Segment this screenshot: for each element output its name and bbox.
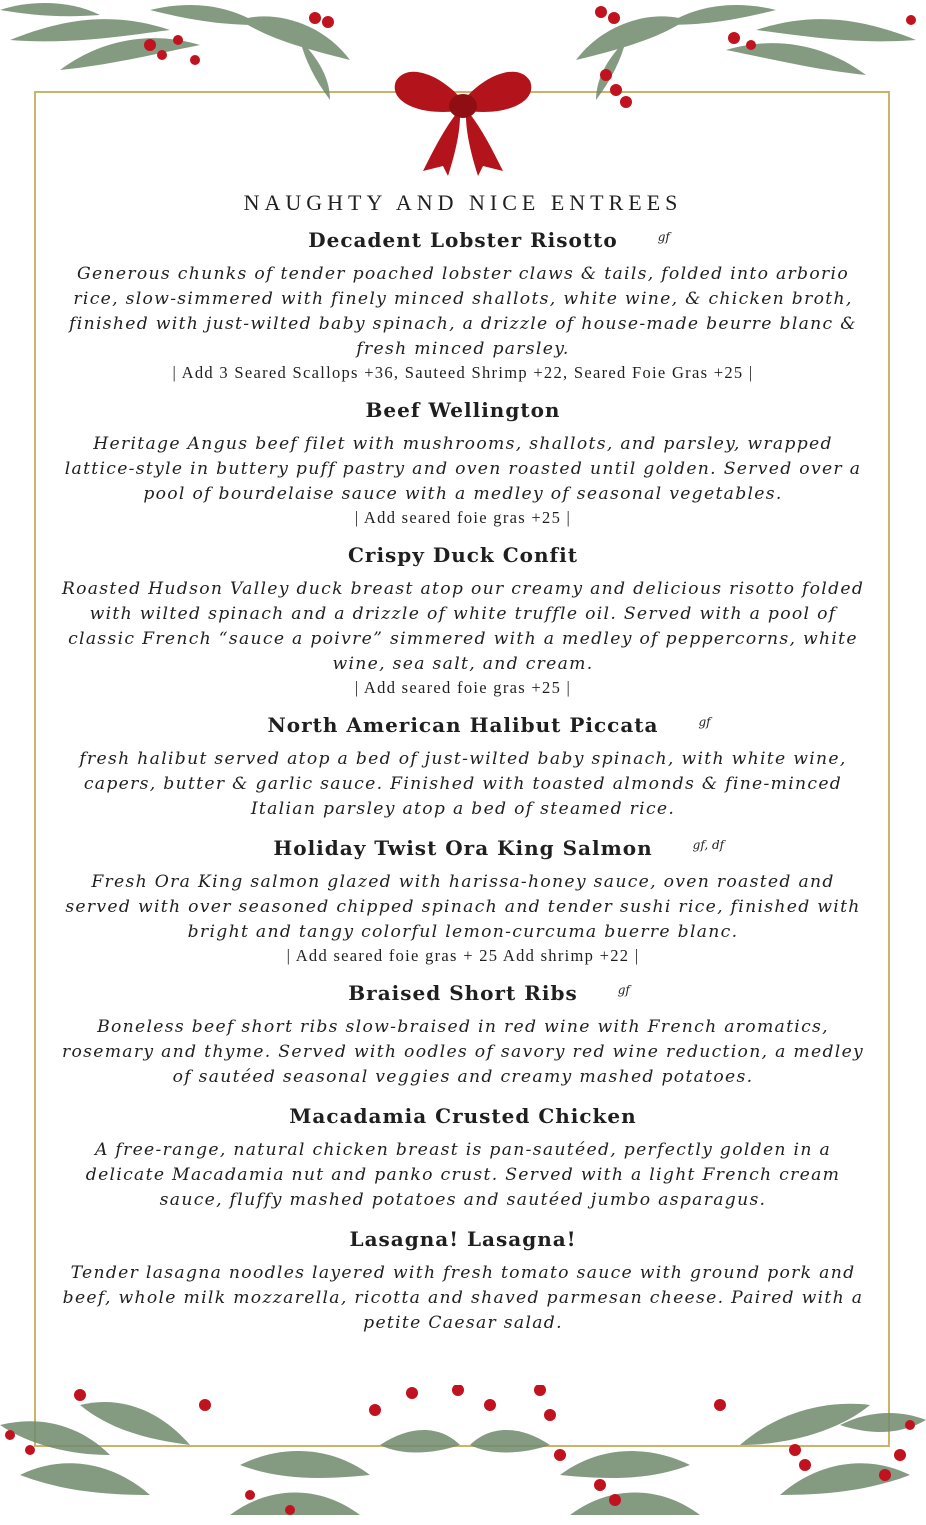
item-addon: | Add 3 Seared Scallops +36, Sauteed Shrimp +22, Seared Foie Gras +25 | [172,363,754,382]
holly-branch-top-right-decoration [546,0,926,120]
menu-item-macadamia-chicken [60,1104,866,1213]
menu-item-halibut-piccata [60,713,866,822]
menu-item-beef-wellington [60,398,866,529]
item-description: Tender lasagna noodles layered with fresh tomato sauce with ground pork and beef, whole milk mozzarella, ricotta and shaved parmesan cheese. Paired with a petite Caesar salad. [62,1263,864,1333]
item-title: Crispy Duck Confit [347,543,578,567]
holly-branch-top-left-decoration [0,0,360,110]
menu-content [60,190,866,1350]
item-addon: | Add seared foie gras +25 | [354,678,572,697]
item-title: Braised Short Ribs [348,981,578,1005]
item-description: Fresh Ora King salmon glazed with harissa-honey sauce, oven roasted and served with over seasoned chipped spinach and tender sushi rice, finished with bright and tangy colorful lemon-curcuma buerre blanc. [65,872,861,942]
red-bow-decoration [388,56,538,176]
item-description: Boneless beef short ribs slow-braised in red wine with French aromatics, rosemary and thyme. Served with oodles of savory red wine reduction, a medley of sautéed seasonal veggies and creamy mashed potatoes. [61,1017,865,1087]
item-title: North American Halibut Piccata [267,713,659,737]
item-title: Macadamia Crusted Chicken [289,1104,637,1128]
item-description: Roasted Hudson Valley duck breast atop our creamy and delicious risotto folded with wilted spinach and a drizzle of white truffle oil. Served with a pool of classic French “sauce a poivre” simmered with a medley of peppercorns, white wine, sea salt, and cream. [61,579,865,674]
item-title: Beef Wellington [365,398,561,422]
item-description: Heritage Angus beef filet with mushrooms, shallots, and parsley, wrapped lattice-style in buttery puff pastry and oven roasted until golden. Served over a pool of bourdelaise sauce with a medley of seasonal vegetables. [64,434,862,504]
menu-item-lobster-risotto [60,228,866,384]
dietary-tag: gf [698,715,711,729]
item-description: A free-range, natural chicken breast is pan-sautéed, perfectly golden in a delicate Macadamia nut and panko crust. Served with a light French cream sauce, fluffy mashed potatoes and sautéed jumbo asparagus. [85,1140,841,1210]
item-addon: | Add seared foie gras +25 | [354,508,572,527]
item-addon: | Add seared foie gras + 25 Add shrimp +22 | [286,946,640,965]
section-title: NAUGHTY AND NICE ENTREES [243,190,683,215]
menu-item-duck-confit [60,543,866,699]
dietary-tag: gf [617,983,630,997]
menu-item-ora-king-salmon [60,836,866,967]
dietary-tag: gf [657,230,670,244]
item-title: Holiday Twist Ora King Salmon [273,836,653,860]
dietary-tag: gf, df [692,838,725,852]
item-description: fresh halibut served atop a bed of just-wilted baby spinach, with white wine, capers, butter & garlic sauce. Finished with toasted almonds & fine-minced Italian parsley atop a bed of steamed rice. [79,749,847,819]
menu-item-short-ribs [60,981,866,1090]
holly-garland-bottom-decoration [0,1385,926,1525]
item-title: Decadent Lobster Risotto [308,228,618,252]
menu-item-lasagna [60,1227,866,1336]
item-description: Generous chunks of tender poached lobster claws & tails, folded into arborio rice, slow-simmered with finely minced shallots, white wine, & chicken broth, finished with just-wilted baby spinach, a drizzle of house-made beurre blanc & fresh minced parsley. [69,264,857,359]
item-title: Lasagna! Lasagna! [349,1227,577,1251]
